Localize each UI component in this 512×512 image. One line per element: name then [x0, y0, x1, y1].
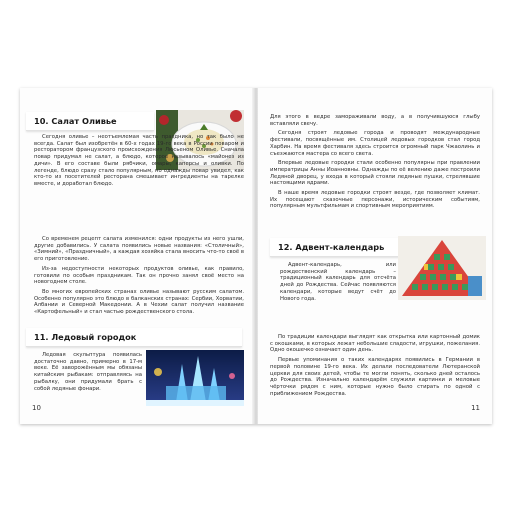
- section-12-intro-block: [280, 262, 396, 305]
- section-11-p3: Впервые ледовые городки стали особенно популярны при правлении императрицы Анны Иоанновны. Однажды по её велению даже построили Ледяной дворец, у входа в который стояли ледяные пушки, стрелявшие настоящими ядрами.: [270, 160, 480, 187]
- section-11-title: 11. Ледовый городок: [34, 332, 137, 342]
- page-number-left: 10: [32, 404, 41, 412]
- section-11-heading: [26, 328, 242, 347]
- open-book: [20, 88, 492, 424]
- right-page: [258, 88, 492, 424]
- section-12-body: [270, 334, 480, 400]
- section-10-intro: Сегодня оливье – неотъемлемая часть праздника, но так было не всегда. Салат был изобретён в 60-х годах 19-го века в России поваром и ресторатором французского происхождения Люсьеном Оливье. Сначала повар придумал не салат, а блюдо, которое называлось «майонез из дичи». В его составе были рябчики, омары, каперсы и оливки. По легенде, блюдо сразу стало популярным, но однажды повар увидел, как кто-то из посетителей ресторана смешивает ингредиенты на тарелке вместе, и доработал блюдо.: [34, 134, 244, 187]
- section-12-title: 12. Адвент-календарь: [278, 242, 385, 252]
- section-12-p3: Первые упоминания о таких календарях появились в Германии в первой половине 19-го века. Их делали последователи Лютеранской церкви для своих детей, чтобы те могли понять, сколько дней осталось до Рождества. Изначально календарём служили картинки и меловые чёрточки рядом с ним, которые нужно было стирать по одной с приближением Рождества.: [270, 357, 480, 397]
- section-12-p2: По традиции календари выглядят как открытка или картонный домик с окошками, в которых лежат небольшие сладости, игрушки, пожелания. Одно окошечко означает один день.: [270, 334, 480, 354]
- section-10-title: 10. Салат Оливье: [34, 116, 117, 126]
- section-10-p4: Во многих европейских странах оливье называют русским салатом. Особенно популярно это блюдо в балканских странах: Сербии, Хорватии, Албании и Северной Македонии. А в Чехии салат получил название «Картофельный» и стал частью рождественского стола.: [34, 288, 244, 316]
- section-11-p4: В наше время ледовые городки строят везде, где позволяет климат. Их посещают сказочные персонажи, историческим событиям, популярным мультфильмам и спортивным мероприятиям.: [270, 190, 480, 210]
- section-11-p1: Для этого в ведре замораживали воду, а в получившуюся глыбу вставляли свечу.: [270, 114, 480, 127]
- section-12-heading: [270, 238, 410, 257]
- ice-town-photo: [146, 350, 244, 406]
- section-10-p3: Из-за недоступности некоторых продуктов оливье, как правило, готовили по особым праздникам. Так он прочно занял своё место на новогоднем столе.: [34, 265, 244, 286]
- section-10-intro-narrow: [34, 134, 244, 188]
- section-11-continued: [270, 114, 480, 213]
- section-12-intro: Адвент-календарь, или рождественский календарь – традиционный календарь для отсчёта дней до Рождества. Сейчас появляются календари, которые ведут счёт до Нового года.: [280, 262, 396, 302]
- advent-calendar-photo: [398, 236, 486, 300]
- section-11-intro-block: [34, 352, 142, 395]
- section-10-p2: Со временем рецепт салата изменился: одни продукты из него ушли, другие добавились. У салата появились новые названия: «Столичный», «Зимний», «Праздничный», а каждая хозяйка стала вносить что-то своё в его приготовление.: [34, 236, 244, 263]
- page-number-right: 11: [471, 404, 480, 412]
- section-11-intro: Ледовая скульптура появилась достаточно давно, примерно в 17-м веке. Её заворожённым мы обязаны китайским рыбакам: отправляясь на рыбалку, они придумали брать с собой ледяные фонари.: [34, 352, 142, 392]
- section-10-heading: [26, 112, 154, 131]
- section-11-p2: Сегодня строят ледовые города и проводят международные фестивали, посвящённые им. Столицей ледовых городков стал город Харбин. На время фестиваля здесь строится огромный парк Чжаолинь и съезжаются мастера со всего света.: [270, 130, 480, 157]
- left-page: [20, 88, 254, 424]
- section-10-body: [34, 236, 244, 319]
